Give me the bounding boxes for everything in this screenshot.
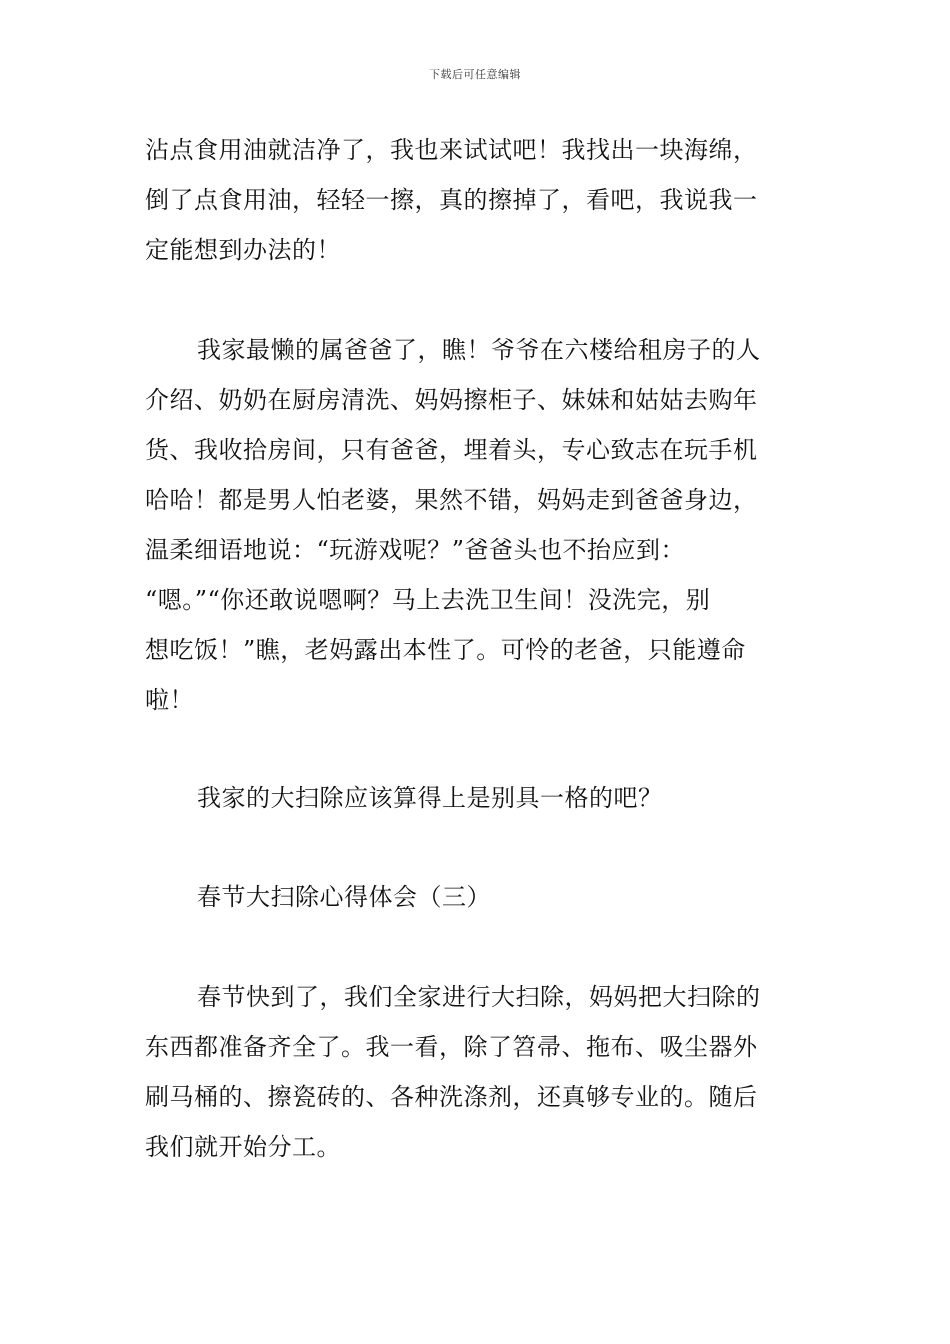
section-title: 春节大扫除心得体会（三） — [197, 883, 491, 911]
paragraph-5-line-1: 春节快到了，我们全家进行大扫除，妈妈把大扫除的 — [197, 983, 761, 1011]
paragraph-2-line-7: 想吃饭！”瞧，老妈露出本性了。可怜的老爸，只能遵命 — [145, 636, 746, 664]
paragraph-5-line-2: 东西都准备齐全了。我一看，除了笤帚、拖布、吸尘器外 — [145, 1033, 758, 1061]
paragraph-3-line-1: 我家的大扫除应该算得上是别具一格的吧？ — [197, 784, 663, 812]
paragraph-2-line-1: 我家最懒的属爸爸了，瞧！爷爷在六楼给租房子的人 — [197, 336, 761, 364]
paragraph-5-line-4: 我们就开始分工。 — [145, 1133, 341, 1161]
paragraph-2-line-2: 介绍、奶奶在厨房清洗、妈妈擦柜子、妹妹和姑姑去购年 — [145, 386, 758, 414]
paragraph-1-line-3: 定能想到办法的！ — [145, 236, 341, 264]
paragraph-1-line-2: 倒了点食用油，轻轻一擦，真的擦掉了，看吧，我说我一 — [145, 186, 758, 214]
paragraph-1-line-1: 沾点食用油就洁净了，我也来试试吧！我找出一块海绵， — [145, 136, 758, 164]
paragraph-2-line-3: 货、我收拾房间，只有爸爸，埋着头，专心致志在玩手机 — [145, 436, 758, 464]
paragraph-2-line-5: 温柔细语地说：“玩游戏呢？”爸爸头也不抬应到： — [145, 536, 686, 564]
page-header: 下载后可任意编辑 — [429, 68, 521, 81]
paragraph-2-line-8: 啦！ — [145, 686, 194, 714]
paragraph-2-line-6: “嗯。”“你还敢说嗯啊？马上去洗卫生间！没洗完，别 — [145, 586, 711, 614]
paragraph-5-line-3: 刷马桶的、擦瓷砖的、各种洗涤剂，还真够专业的。随后 — [145, 1083, 758, 1111]
paragraph-2-line-4: 哈哈！都是男人怕老婆，果然不错，妈妈走到爸爸身边， — [145, 486, 758, 514]
